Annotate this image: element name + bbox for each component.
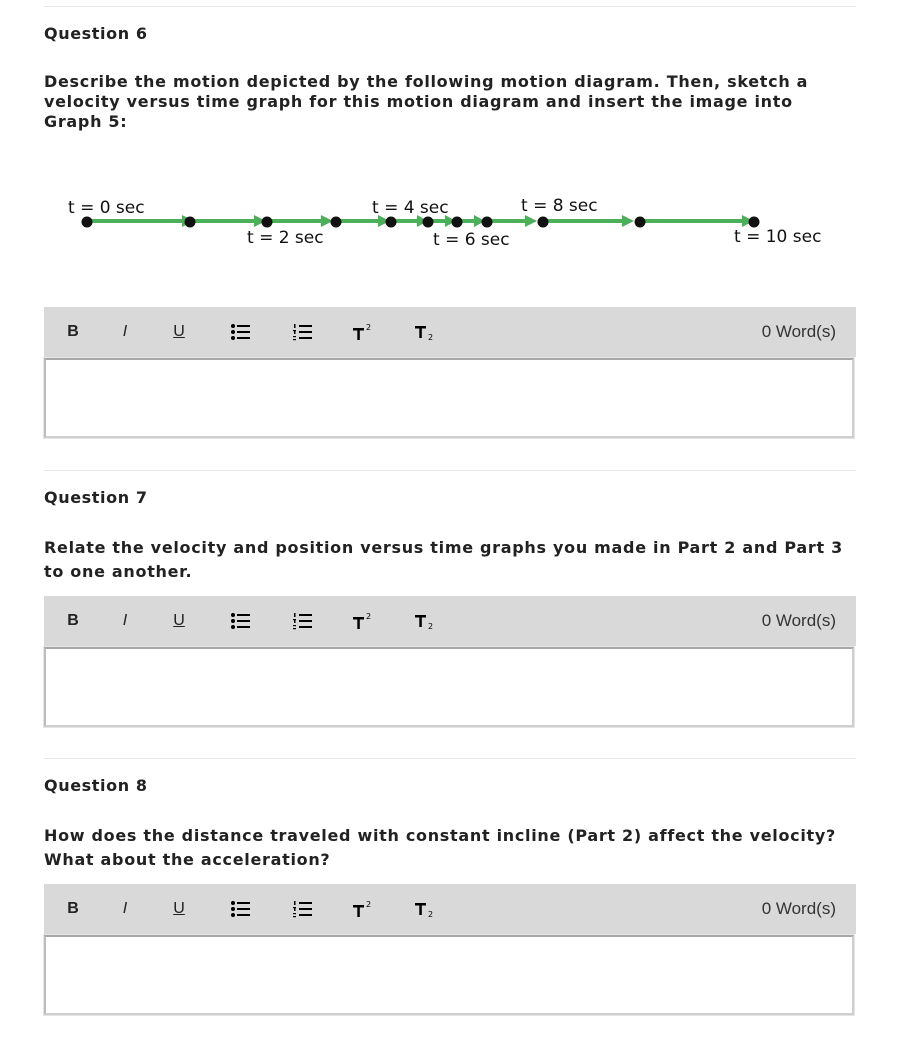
motion-diagram — [44, 185, 856, 260]
bullet-list-icon — [230, 900, 250, 918]
svg-text:2: 2 — [428, 333, 434, 341]
motion-label-t6: t = 6 sec — [433, 230, 510, 250]
bullet-list-icon — [230, 612, 250, 630]
subscript-icon — [414, 323, 436, 341]
svg-text:2: 2 — [428, 622, 434, 630]
superscript-button[interactable] — [346, 596, 380, 646]
bullet-list-button[interactable] — [223, 884, 257, 934]
bullet-list-icon — [230, 323, 250, 341]
superscript-button[interactable] — [346, 884, 380, 934]
editor-toolbar — [44, 596, 856, 646]
italic-button[interactable]: I — [122, 323, 128, 340]
underline-button[interactable]: U — [173, 900, 185, 917]
bold-button[interactable]: B — [67, 900, 79, 917]
bullet-list-button[interactable] — [223, 596, 257, 646]
answer-input-q7[interactable] — [44, 647, 854, 727]
superscript-icon — [352, 323, 374, 341]
superscript-icon — [352, 900, 374, 918]
numbered-list-icon — [292, 323, 312, 341]
svg-text:2: 2 — [366, 323, 372, 332]
section-divider — [44, 758, 856, 759]
bold-button[interactable]: B — [67, 323, 79, 340]
motion-label-t0: t = 0 sec — [68, 198, 145, 218]
question-8-title: Question 8 — [44, 776, 148, 795]
section-divider — [44, 6, 856, 7]
question-7-title: Question 7 — [44, 488, 148, 507]
subscript-icon — [414, 612, 436, 630]
subscript-button[interactable] — [408, 307, 442, 357]
question-7-text: Relate the velocity and position versus time graphs you made in Part 2 and Part 3 to one another. — [44, 538, 843, 581]
subscript-button[interactable] — [408, 596, 442, 646]
numbered-list-icon — [292, 900, 312, 918]
underline-button[interactable]: U — [173, 323, 185, 340]
italic-button[interactable]: I — [122, 612, 128, 629]
motion-label-t10: t = 10 sec — [734, 227, 822, 247]
svg-text:2: 2 — [366, 612, 372, 621]
numbered-list-button[interactable] — [285, 596, 319, 646]
question-6-text: Describe the motion depicted by the following motion diagram. Then, sketch a velocity versus time graph for this motion diagram and insert the image into Graph 5: — [44, 72, 809, 131]
superscript-icon — [352, 612, 374, 630]
section-divider — [44, 470, 856, 471]
answer-input-q8[interactable] — [44, 935, 854, 1015]
subscript-icon — [414, 900, 436, 918]
numbered-list-icon — [292, 612, 312, 630]
bold-button[interactable]: B — [67, 612, 79, 629]
word-count: 0 Word(s) — [761, 611, 836, 630]
editor-toolbar — [44, 307, 856, 357]
motion-label-t4: t = 4 sec — [372, 198, 449, 218]
bullet-list-button[interactable] — [223, 307, 257, 357]
subscript-button[interactable] — [408, 884, 442, 934]
answer-input-q6[interactable] — [44, 358, 854, 438]
word-count: 0 Word(s) — [761, 899, 836, 918]
underline-button[interactable]: U — [173, 612, 185, 629]
question-6-title: Question 6 — [44, 24, 148, 43]
numbered-list-button[interactable] — [285, 307, 319, 357]
svg-text:2: 2 — [428, 910, 434, 918]
word-count: 0 Word(s) — [761, 322, 836, 341]
svg-text:2: 2 — [366, 900, 372, 909]
editor-toolbar — [44, 884, 856, 934]
italic-button[interactable]: I — [122, 900, 128, 917]
motion-label-t2: t = 2 sec — [247, 228, 324, 248]
motion-label-t8: t = 8 sec — [521, 196, 598, 216]
superscript-button[interactable] — [346, 307, 380, 357]
numbered-list-button[interactable] — [285, 884, 319, 934]
question-8-text: How does the distance traveled with constant incline (Part 2) affect the velocity? What about the acceleration? — [44, 826, 836, 869]
